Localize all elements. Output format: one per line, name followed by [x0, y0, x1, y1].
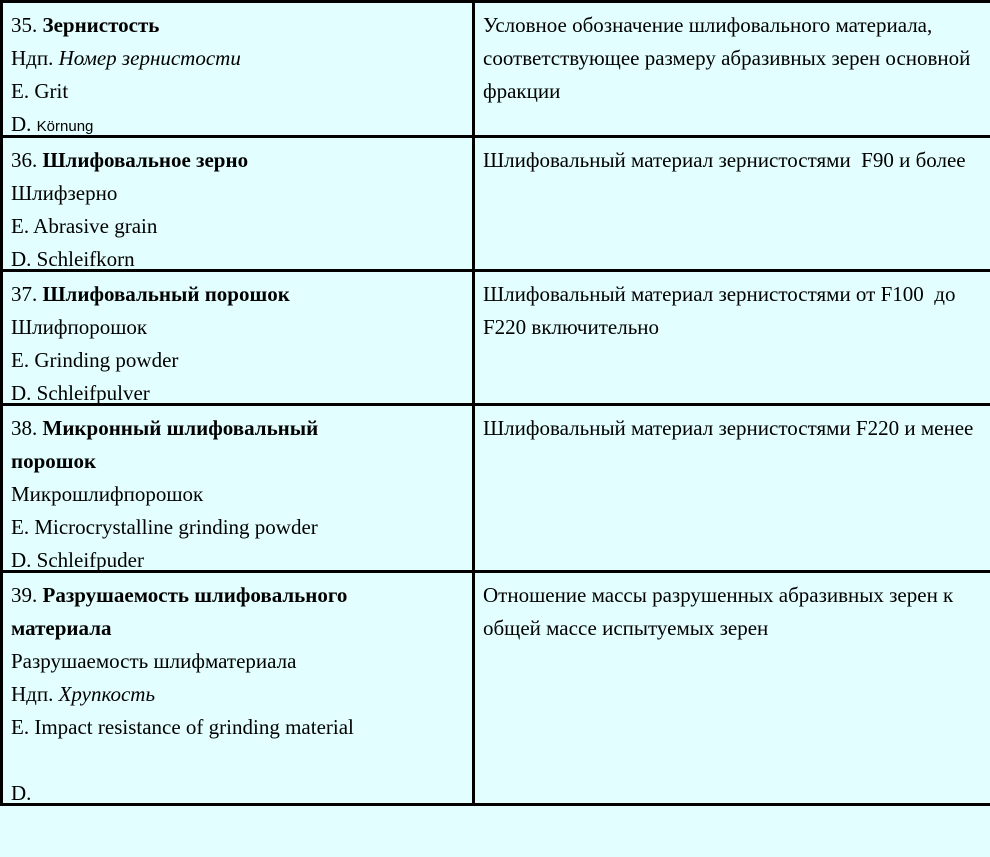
short-term: Шлифзерно — [11, 181, 118, 205]
german-text: Körnung — [36, 118, 94, 135]
short-term: Шлифпорошок — [11, 315, 148, 339]
term-cell — [0, 138, 475, 269]
table-row — [0, 3, 990, 138]
term-name: Шлифовальный порошок — [42, 282, 290, 306]
term-number: 35. — [11, 13, 38, 37]
term-cell — [0, 406, 475, 570]
table-row — [0, 573, 990, 806]
deprecated-prefix: Ндп. — [11, 46, 54, 70]
deprecated-text: Номер зернистости — [58, 46, 241, 70]
definition-cell: Отношение массы разрушенных абразивных зерен к общей массе испытуемых зерен — [483, 583, 959, 640]
term-number: 37. — [11, 282, 38, 306]
definition-cell: Шлифовальный материал зернистостями от F100 до F220 включительно — [483, 282, 961, 339]
table-row — [0, 272, 990, 406]
english-term: E. Grinding powder — [11, 348, 179, 372]
definition-cell: Шлифовальный материал зернистостями F90 и более — [483, 148, 966, 172]
term-number: 38. — [11, 416, 38, 440]
term-name-continued: порошок — [11, 449, 97, 473]
term-cell — [0, 573, 475, 803]
deprecated-term — [11, 42, 472, 75]
english-term: E. Grit — [11, 79, 69, 103]
german-prefix: D. — [11, 112, 32, 136]
german-term: D. Schleifpulver — [11, 381, 150, 405]
term-heading — [11, 144, 472, 177]
term-name-continued: материала — [11, 616, 112, 640]
blank-line — [11, 744, 472, 777]
german-term: D. Schleifpuder — [11, 548, 144, 572]
term-cell — [0, 3, 475, 135]
table-row — [0, 138, 990, 272]
term-name: Разрушаемость шлифовального — [42, 583, 348, 607]
term-name: Шлифовальное зерно — [42, 148, 249, 172]
definition-cell: Шлифовальный материал зернистостями F220 и менее — [483, 416, 974, 440]
english-term: E. Microcrystalline grinding powder — [11, 515, 318, 539]
term-heading — [11, 278, 472, 311]
deprecated-text: Хрупкость — [58, 682, 156, 706]
term-cell — [0, 272, 475, 403]
definition-cell: Условное обозначение шлифовального материала, соответствующее размеру абразивных зерен основной фракции — [483, 13, 976, 103]
table-row — [0, 406, 990, 573]
term-heading — [11, 9, 472, 42]
short-term: Разрушаемость шлифматериала — [11, 649, 297, 673]
short-term: Микрошлифпорошок — [11, 482, 204, 506]
term-number: 36. — [11, 148, 38, 172]
german-term: D. Schleifkorn — [11, 247, 135, 271]
term-name: Зернистость — [42, 13, 160, 37]
term-name: Микронный шлифовальный — [42, 416, 319, 440]
term-heading — [11, 579, 472, 612]
english-term: E. Abrasive grain — [11, 214, 158, 238]
term-heading — [11, 412, 472, 445]
term-number: 39. — [11, 583, 38, 607]
deprecated-prefix: Ндп. — [11, 682, 54, 706]
english-term: E. Impact resistance of grinding material — [11, 715, 354, 739]
german-term: D. — [11, 781, 32, 805]
deprecated-term — [11, 678, 472, 711]
